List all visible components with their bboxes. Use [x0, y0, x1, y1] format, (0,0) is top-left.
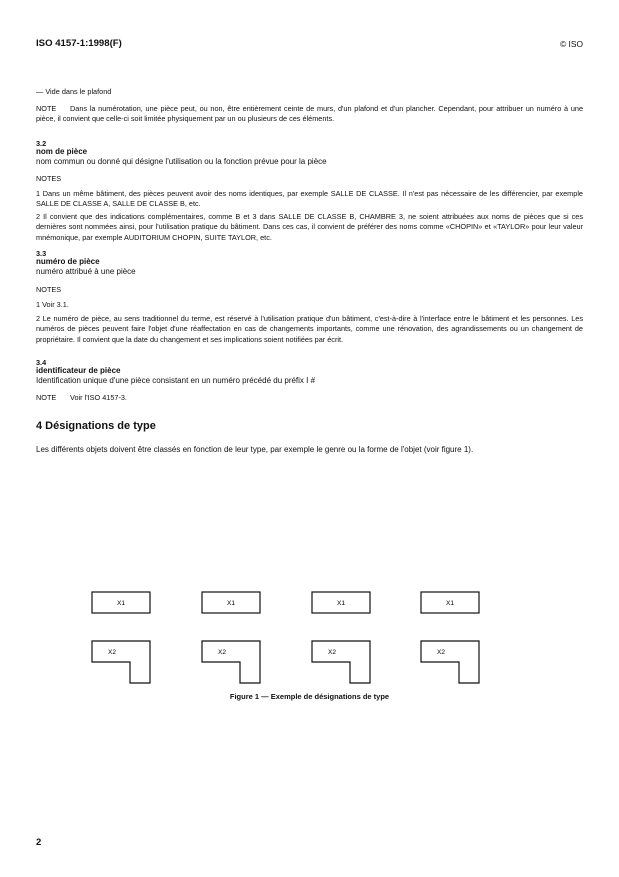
type-x1-label: X1 — [227, 600, 235, 607]
definition: nom commun ou donné qui désigne l'utilisation ou la fonction prévue pour la pièce — [36, 157, 327, 166]
type-x2-label: X2 — [108, 649, 116, 656]
type-x2-l-shape — [92, 641, 150, 683]
note-item: 2 Il convient que des indications complémentaires, comme B et 3 dans SALLE DE CLASSE B, CHAMBRE 3, ne soient attribuées aux noms de pièces que si ces dernières sont nommées ainsi, pour l'utilisation pratique du bâtiment. Dans ces cas, il convient de préférer des noms comme «CHOPIN» et «TAYLOR» pour leur valeur mnémonique, par exemple AUDITORIUM CHOPIN, SUITE TAYLOR, etc. — [36, 212, 583, 242]
figure-1 — [0, 585, 619, 705]
note-item: 2 Le numéro de pièce, au sens traditionnel du terme, est réservé à l'utilisation pratique d'un bâtiment, c'est-à-dire à l'interface entre le bâtiment et les personnes. Les numéros de pièces peuvent faire l'objet d'une réaffectation en cas de changements importants, comme une rénovation, des agrandissements ou un changement de propriétaire. Il convient que la date du changement et ses implications soient notifiées par écrit. — [36, 314, 583, 344]
term: nom de pièce — [36, 147, 88, 156]
term: identificateur de pièce — [36, 366, 121, 375]
note-item: 1 Dans un même bâtiment, des pièces peuvent avoir des noms identiques, par exemple SALLE DE CLASSE. Il n'est pas nécessaire de les différencier, par exemple SALLE DE CLASSE A, SALLE DE CLASSE B, etc. — [36, 189, 583, 209]
paragraph: Les différents objets doivent être classés en fonction de leur type, par exemple le genre ou la forme de l'objet (voir figure 1). — [36, 445, 474, 454]
document-id: ISO 4157-1:1998(F) — [36, 38, 122, 49]
copyright: © ISO — [560, 39, 583, 49]
note-label: NOTE — [36, 393, 57, 402]
type-x2-l-shape — [202, 641, 260, 683]
type-x2-label: X2 — [328, 649, 336, 656]
note — [36, 104, 583, 125]
figure-caption: Figure 1 — Exemple de désignations de type — [229, 692, 390, 701]
type-x1-label: X1 — [446, 600, 454, 607]
type-x1-label: X1 — [337, 600, 345, 607]
note-text: Voir l'ISO 4157-3. — [70, 393, 127, 402]
clause-number: 3.4 — [36, 358, 47, 367]
type-x2-label: X2 — [437, 649, 445, 656]
type-x2-l-shape — [312, 641, 370, 683]
notes-label: NOTES — [36, 285, 62, 294]
note-label: NOTE — [36, 104, 57, 113]
notes-label: NOTES — [36, 174, 62, 183]
type-x2-l-shape — [421, 641, 479, 683]
clause-number: 3.2 — [36, 139, 47, 148]
section-heading: 4 Désignations de type — [36, 420, 156, 432]
definition: Identification unique d'une pièce consistant en un numéro précédé du préfix I # — [36, 376, 316, 385]
type-x2-label: X2 — [218, 649, 226, 656]
note-text: Dans la numérotation, une pièce peut, ou non, être entièrement ceinte de murs, d'un plafond et d'un plancher. Cependant, pour attribuer un numéro à une pièce, il convient que celle-ci soit limitée physiquement par un ou plusieurs de ces éléments. — [36, 104, 583, 124]
term: numéro de pièce — [36, 257, 100, 266]
page-number: 2 — [36, 837, 42, 848]
definition: numéro attribué à une pièce — [36, 267, 136, 276]
note — [36, 393, 583, 403]
clause-number: 3.3 — [36, 249, 47, 258]
list-item: — Vide dans le plafond — [36, 87, 112, 96]
note-item: 1 Voir 3.1. — [36, 300, 69, 309]
type-x1-label: X1 — [117, 600, 125, 607]
